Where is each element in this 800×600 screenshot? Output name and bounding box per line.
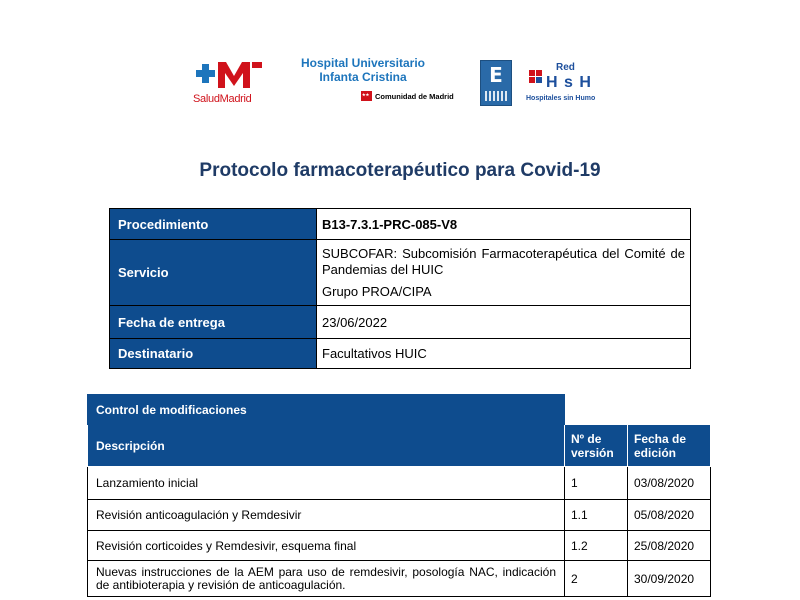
hsh-red-label: Red bbox=[556, 62, 575, 73]
salud-madrid-icon bbox=[192, 58, 264, 92]
hospital-name bbox=[282, 56, 444, 84]
destinatario-label: Destinatario bbox=[110, 339, 317, 369]
row-version: 1.2 bbox=[565, 531, 628, 561]
row-descripcion: Nuevas instrucciones de la AEM para uso de remdesivir, posología NAC, indicación de antibioterapia y revisión de anticoagulación. bbox=[88, 561, 565, 597]
info-row-fecha bbox=[110, 306, 691, 339]
row-fecha: 30/09/2020 bbox=[628, 561, 711, 597]
row-version: 1.1 bbox=[565, 500, 628, 531]
document-title: Protocolo farmacoterapéutico para Covid-19 bbox=[199, 160, 601, 181]
hospitales-sin-humo-logo bbox=[526, 62, 606, 106]
mods-section-header-row bbox=[88, 395, 711, 425]
barcode-icon bbox=[485, 91, 507, 101]
servicio-label: Servicio bbox=[110, 240, 317, 306]
procedimiento-label: Procedimiento bbox=[110, 209, 317, 240]
servicio-value bbox=[317, 240, 691, 306]
row-fecha: 03/08/2020 bbox=[628, 467, 711, 500]
table-row bbox=[88, 467, 711, 500]
info-row-destinatario bbox=[110, 339, 691, 369]
hospital-name-line2: Infanta Cristina bbox=[319, 70, 407, 84]
mods-section-header: Control de modificaciones bbox=[88, 395, 565, 425]
salud-madrid-text: SaludMadrid bbox=[193, 93, 252, 105]
modifications-table bbox=[87, 394, 711, 597]
table-row bbox=[88, 531, 711, 561]
table-row bbox=[88, 500, 711, 531]
row-descripcion: Revisión anticoagulación y Remdesivir bbox=[88, 500, 565, 531]
salud-madrid-logo bbox=[192, 58, 264, 108]
table-row bbox=[88, 561, 711, 597]
hsh-main-text: H s H bbox=[546, 74, 592, 91]
row-descripcion: Lanzamiento inicial bbox=[88, 467, 565, 500]
excellence-letter: E bbox=[489, 63, 503, 87]
row-version: 1 bbox=[565, 467, 628, 500]
row-descripcion: Revisión corticoides y Remdesivir, esquema final bbox=[88, 531, 565, 561]
hsh-sub-text: Hospitales sin Humo bbox=[526, 95, 596, 102]
info-row-procedimiento bbox=[110, 209, 691, 240]
madrid-flag-icon bbox=[361, 91, 372, 101]
destinatario-value: Facultativos HUIC bbox=[317, 339, 691, 369]
excellence-logo bbox=[480, 60, 512, 106]
hospital-name-line1: Hospital Universitario bbox=[300, 56, 426, 70]
servicio-value-line2: Grupo PROA/CIPA bbox=[322, 284, 432, 299]
mods-column-header-row bbox=[88, 425, 711, 467]
procedimiento-value: B13-7.3.1-PRC-085-V8 bbox=[317, 209, 691, 240]
row-fecha: 05/08/2020 bbox=[628, 500, 711, 531]
red-squares-icon bbox=[529, 70, 543, 84]
fecha-label: Fecha de entrega bbox=[110, 306, 317, 339]
row-version: 2 bbox=[565, 561, 628, 597]
servicio-value-line1: SUBCOFAR: Subcomisión Farmacoterapéutica del Comité de Pandemias del HUIC bbox=[322, 246, 685, 277]
col-version-header: Nº de versión bbox=[565, 425, 628, 467]
row-fecha: 25/08/2020 bbox=[628, 531, 711, 561]
col-fecha-header: Fecha de edición bbox=[628, 425, 711, 467]
info-table bbox=[109, 208, 691, 369]
comunidad-madrid-logo bbox=[361, 91, 454, 101]
fecha-value: 23/06/2022 bbox=[317, 306, 691, 339]
comunidad-madrid-text: Comunidad de Madrid bbox=[375, 91, 454, 101]
col-descripcion-header: Descripción bbox=[88, 425, 565, 467]
info-row-servicio bbox=[110, 240, 691, 306]
